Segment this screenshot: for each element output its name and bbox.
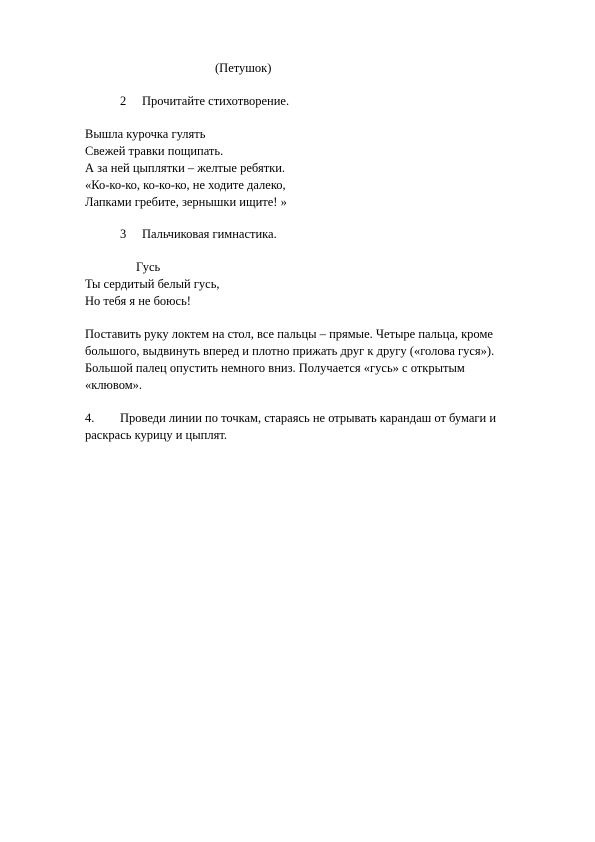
- task-3-title: Пальчиковая гимнастика.: [142, 227, 277, 241]
- rhyme-title: Гусь: [136, 260, 161, 274]
- task-3-number: 3: [120, 227, 127, 241]
- task-2-number: 2: [120, 94, 127, 108]
- instruction-line: «клювом».: [85, 378, 143, 392]
- task-2-title: Прочитайте стихотворение.: [142, 94, 290, 108]
- poem-line: Лапками гребите, зернышки ищите! »: [85, 195, 287, 209]
- instruction-line: Большой палец опустить немного вниз. Получается «гусь» с открытым: [85, 361, 465, 375]
- task-4-line: раскрась курицу и цыплят.: [85, 428, 227, 442]
- task-4-number: 4.: [85, 411, 95, 425]
- poem-line: Вышла курочка гулять: [85, 127, 206, 141]
- rhyme-line: Ты сердитый белый гусь,: [85, 277, 220, 291]
- instruction-line: большого, выдвинуть вперед и плотно прижать друг к другу («голова гуся»).: [85, 344, 495, 358]
- poem-line: А за ней цыплятки – желтые ребятки.: [85, 161, 286, 175]
- task-4-text: Проведи линии по точкам, стараясь не отрывать карандаш от бумаги и: [120, 411, 497, 425]
- poem-line: «Ко-ко-ко, ко-ко-ко, не ходите далеко,: [85, 178, 286, 192]
- task-2-heading: [120, 95, 289, 108]
- rhyme-line: Но тебя я не боюсь!: [85, 294, 191, 308]
- answer-heading: (Петушок): [215, 61, 272, 75]
- task-3-heading: [120, 228, 277, 241]
- task-4-first-line: [85, 412, 496, 425]
- poem-line: Свежей травки пощипать.: [85, 144, 224, 158]
- instruction-line: Поставить руку локтем на стол, все пальцы – прямые. Четыре пальца, кроме: [85, 327, 493, 341]
